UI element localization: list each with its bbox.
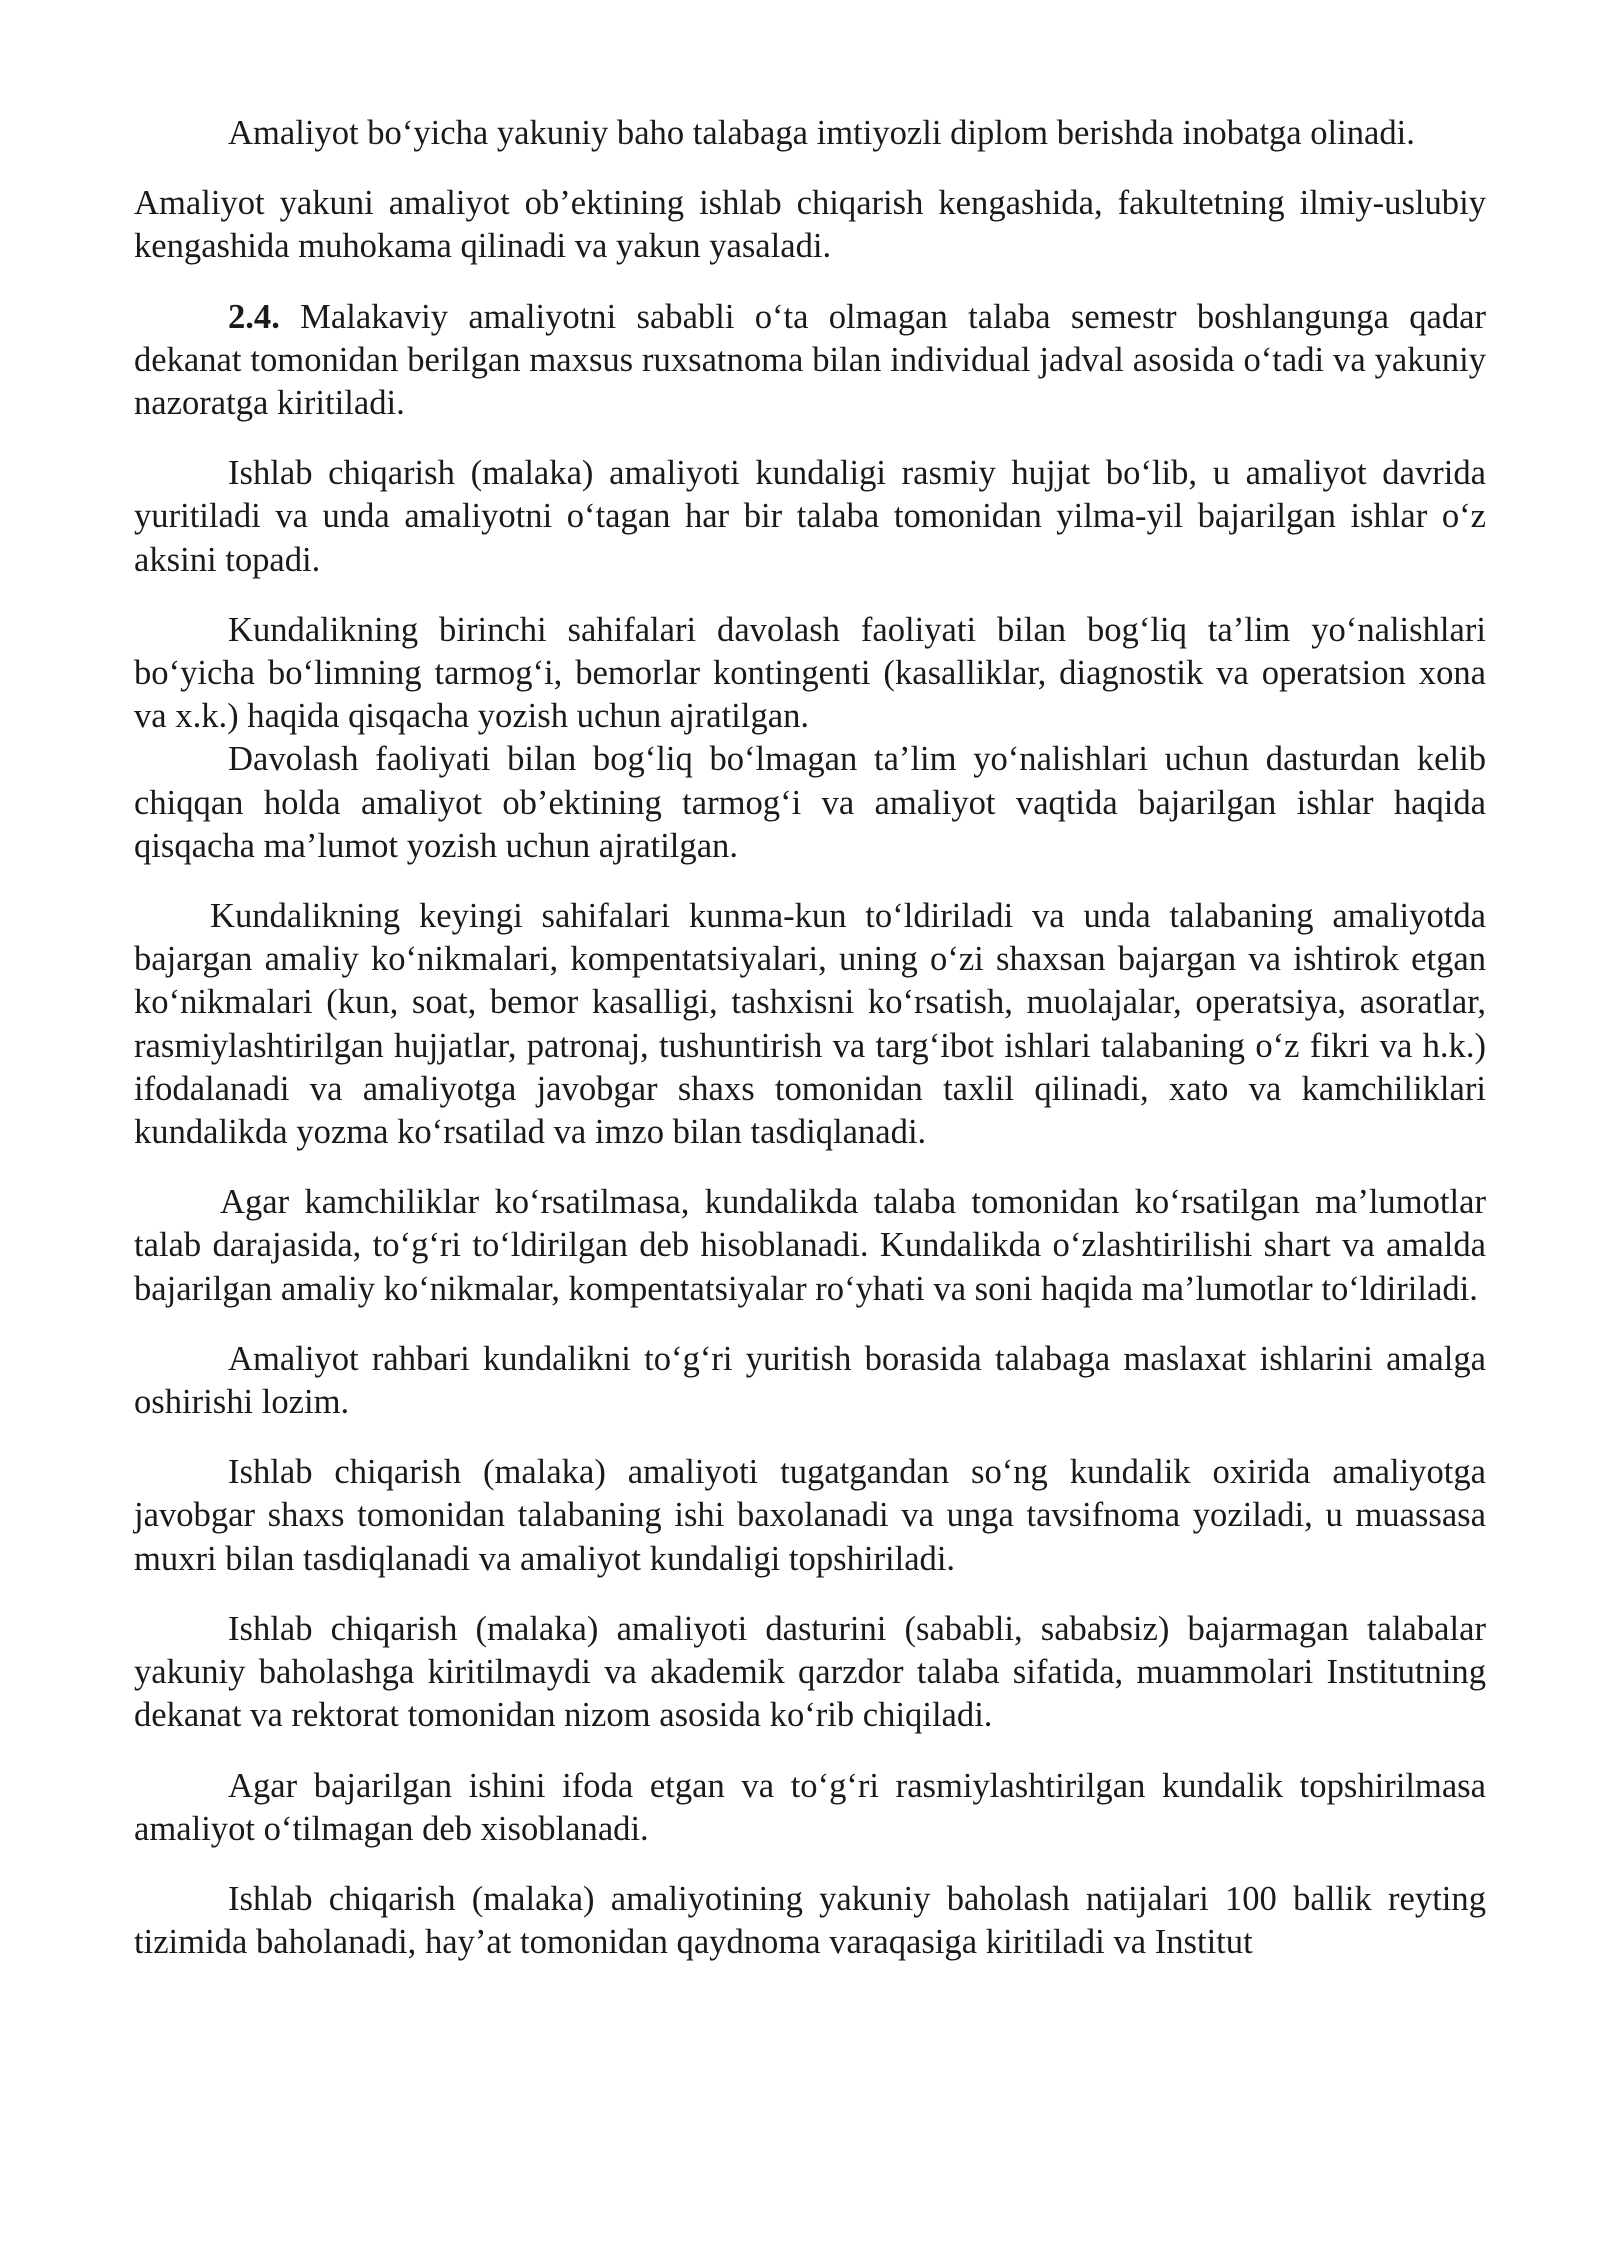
- paragraph-diary-next-pages: Kundalikning keyingi sahifalari kunma-kun to‘ldiriladi va unda talabaning amaliyotda bajargan amaliy ko‘nikmalari, kompentatsiyalari, uning o‘zi shaxsan bajargan va ishtirok etgan ko‘nikmalari (kun, soat, bemor kasalligi, tashxisni ko‘rsatish, muolajalar, operatsiya, asoratlar, rasmiylashtirilgan hujjatlar, patronaj, tushuntirish va targ‘ibot ishlari talabaning o‘z fikri va h.k.) ifodalanadi va amaliyotga javobgar shaxs tomonidan taxlil qilinadi, xato va kamchiliklari kundalikda yozma ko‘rsatilad va imzo bilan tasdiqlanadi.: [134, 897, 1486, 1152]
- paragraph-final-assessment: Ishlab chiqarish (malaka) amaliyotining yakuniy baholash natijalari 100 ballik reyting tizimida baholanadi, hay’at tomonidan qaydnoma varaqasiga kiritiladi va Institut: [134, 1879, 1486, 1962]
- paragraph-no-shortcomings: Agar kamchiliklar ko‘rsatilmasa, kundalikda talaba tomonidan ko‘rsatilgan ma’lumotlar talab darajasida, to‘g‘ri to‘ldirilgan deb hisoblanadi. Kundalikda o‘zlashtirilishi shart va amalda bajarilgan amaliy ko‘nikmalar, kompentatsiyalar ro‘yhati va soni haqida ma’lumotlar to‘ldiriladi.: [134, 1183, 1486, 1308]
- paragraph-diary-official: Ishlab chiqarish (malaka) amaliyoti kundaligi rasmiy hujjat bo‘lib, u amaliyot davrida yuritiladi va unda amaliyotni o‘tagan har bir talaba tomonidan yilma-yil bajarilgan ishlar o‘z aksini topadi.: [134, 454, 1486, 579]
- document-page: [134, 112, 1486, 1964]
- paragraph-after-completion: Ishlab chiqarish (malaka) amaliyoti tugatgandan so‘ng kundalik oxirida amaliyotga javobgar shaxs tomonidan talabaning ishi baxolanadi va unga tavsifnoma yoziladi, u muassasa muxri bilan tasdiqlanadi va amaliyot kundaligi topshiriladi.: [134, 1453, 1486, 1578]
- paragraph-not-completed: Ishlab chiqarish (malaka) amaliyoti dasturini (sababli, sababsiz) bajarmagan talabalar yakuniy baholashga kiritilmaydi va akademik qarzdor talaba sifatida, muammolari Institutning dekanat va rektorat tomonidan nizom asosida ko‘rib chiqiladi.: [134, 1609, 1486, 1735]
- paragraph-practice-results: Amaliyot yakuni amaliyot ob’ektining ishlab chiqarish kengashida, fakultetning ilmiy-uslubiy kengashida muhokama qilinadi va yakun yasaladi.: [134, 184, 1486, 266]
- paragraph-diary-first-pages: Kundalikning birinchi sahifalari davolash faoliyati bilan bog‘liq ta’lim yo‘nalishlari bo‘yicha bo‘limning tarmog‘i, bemorlar kontingenti (kasalliklar, diagnostik va operatsion xona va x.k.) haqida qisqacha yozish uchun ajratilgan.: [134, 610, 1486, 736]
- paragraph-non-medical-directions: Davolash faoliyati bilan bog‘liq bo‘lmagan ta’lim yo‘nalishlari uchun dasturdan kelib chiqqan holda amaliyot ob’ektining tarmog‘i va amaliyot vaqtida bajarilgan ishlar haqida qisqacha ma’lumot yozish uchun ajratilgan.: [134, 740, 1486, 865]
- paragraph-supervisor-advice: Amaliyot rahbari kundalikni to‘g‘ri yuritish borasida talabaga maslaxat ishlarini amalga oshirishi lozim.: [134, 1339, 1486, 1422]
- section-2-4-text: Malakaviy amaliyotni sababli o‘ta olmagan talaba semestr boshlangunga qadar dekanat tomonidan berilgan maxsus ruxsatnoma bilan individual jadval asosida o‘tadi va yakuniy nazoratga kiritiladi.: [134, 297, 1486, 423]
- section-number: 2.4.: [228, 297, 280, 336]
- paragraph-diary-not-submitted: Agar bajarilgan ishini ifoda etgan va to‘g‘ri rasmiylashtirilgan kundalik topshirilmasa amaliyot o‘tilmagan deb xisoblanadi.: [134, 1766, 1486, 1848]
- paragraph-final-grade: Amaliyot bo‘yicha yakuniy baho talabaga imtiyozli diplom berishda inobatga olinadi.: [228, 114, 1415, 152]
- paragraph-2-4: [134, 296, 1486, 426]
